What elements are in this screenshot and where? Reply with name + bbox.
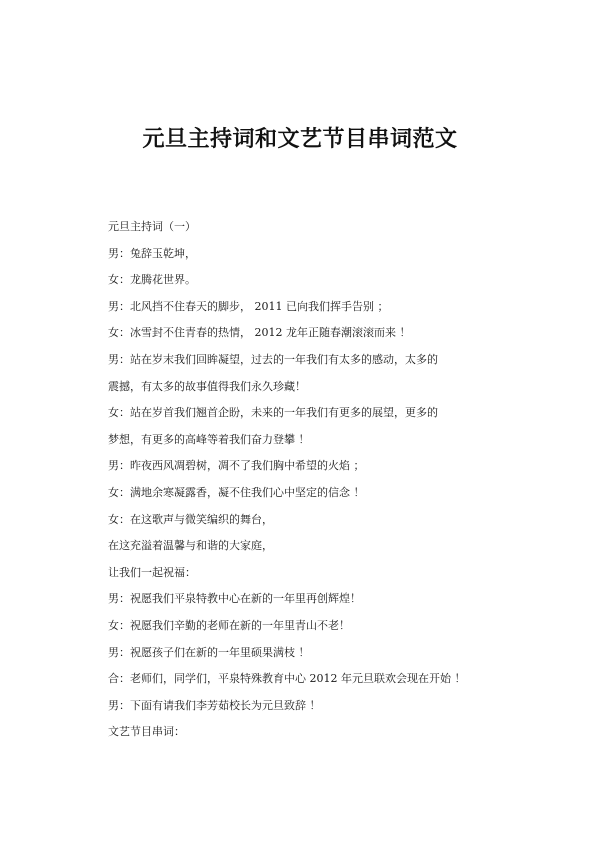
text-line: 男：祝愿我们平泉特教中心在新的一年里再创辉煌！: [108, 592, 361, 606]
text-line: 女：龙腾花世界。: [108, 273, 196, 287]
text-line: 文艺节目串词：: [108, 725, 185, 739]
text-line: 女：在这歌声与微笑编织的舞台，: [108, 512, 273, 526]
text-line: 梦想，有更多的高峰等着我们奋力登攀 ！: [108, 432, 310, 446]
text-line: 在这充溢着温馨与和谐的大家庭，: [108, 539, 273, 553]
text-line: 男：下面有请我们李芳茹校长为元旦致辞 ！: [108, 698, 321, 712]
text-line: 女：祝愿我们辛勤的老师在新的一年里青山不老！: [108, 618, 350, 632]
text-line: 男：兔辞玉乾坤，: [108, 246, 196, 260]
text-line: 让我们一起祝福：: [108, 565, 196, 579]
text-line: 男：祝愿孩子们在新的一年里硕果满枝 ！: [108, 645, 310, 659]
text-line: 男：昨夜西风凋碧树，凋不了我们胸中希望的火焰 ；: [108, 459, 365, 473]
text-line: 女：冰雪封不住青春的热情， 2012 龙年正随春潮滚滚而来 ！: [108, 326, 411, 340]
text-line: 男：站在岁末我们回眸凝望，过去的一年我们有太多的感动，太多的: [108, 352, 438, 366]
document-title: 元旦主持词和文艺节目串词范文: [142, 126, 458, 152]
text-line: 女：站在岁首我们翘首企盼，未来的一年我们有更多的展望，更多的: [108, 406, 438, 420]
text-line: 女：满地余寒凝露香，凝不住我们心中坚定的信念 ！: [108, 485, 365, 499]
text-line: 元旦主持词（一）: [108, 220, 196, 233]
text-line: 震撼，有太多的故事值得我们永久珍藏！: [108, 379, 306, 393]
document-body: [108, 214, 508, 746]
text-line: 男：北风挡不住春天的脚步， 2011 已向我们挥手告别 ；: [108, 299, 389, 313]
text-line: 合：老师们，同学们，平泉特殊教育中心 2012 年元旦联欢会现在开始 ！: [108, 672, 466, 686]
